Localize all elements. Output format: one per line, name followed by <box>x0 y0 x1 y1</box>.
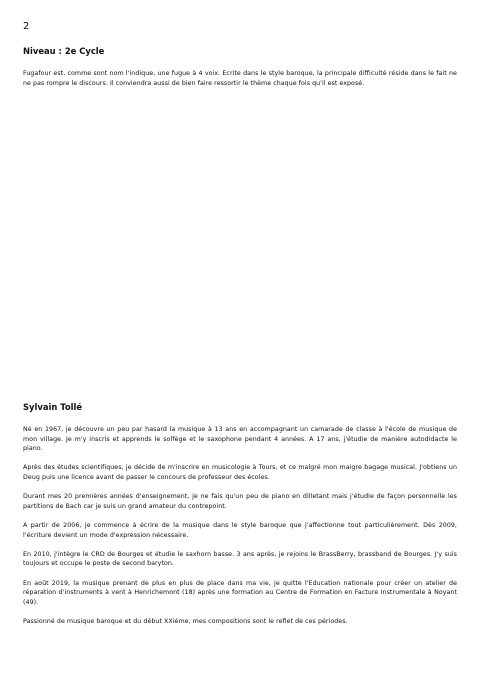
bio-paragraph-2: Après des études scientifiques, je décide de m'inscrire en musicologie à Tours, et ce malgré mon maigre bagage musical. J'obtiens un Deug puis une licence avant de passer le concours de professeur des écoles. <box>23 464 457 481</box>
level-description: Fugafour est, comme sont nom l'indique, une fugue à 4 voix. Ecrite dans le style baroque, la principale difficulté réside dans le fait ne ne pas rompre le discours. Il conviendra aussi de bien faire ressortir le thème chaque fois qu'il est exposé. <box>23 70 457 87</box>
page-number: 2 <box>23 21 30 32</box>
level-heading: Niveau : 2e Cycle <box>23 46 105 56</box>
level-section <box>23 45 457 98</box>
bio-paragraph-1: Né en 1967, je découvre un peu par hasard la musique à 13 ans en accompagnant un camarade de classe à l'école de musique de mon village. Je m'y inscris et apprends le solfège et le saxophone pendant 4 années. A 17 ans, j'étudie de manière autodidacte le piano. <box>23 426 457 453</box>
bio-paragraph-4: A partir de 2006, je commence à écrire de la musique dans le style baroque que j'affectionne tout particulièrement. Dès 2009, l'écriture devient un mode d'expression nécessaire. <box>23 521 457 539</box>
bio-paragraph-3: Durant mes 20 premières années d'enseignement, je ne fais qu'un peu de piano en dilletant mais j'étudie de façon personnelle les partitions de Bach car je suis un grand amateur du contrepoint. <box>23 493 457 510</box>
biography-section <box>23 401 457 636</box>
bio-paragraph-6: En août 2019, la musique prenant de plus en plus de place dans ma vie, je quitte l'Education nationale pour créer un atelier de réparation d'instruments à vent à Henrichemont (18) après une formation au Centre de Formation en Facture Instrumentale à Noyant (49). <box>23 579 457 606</box>
bio-paragraph-7: Passionné de musique baroque et du début XXième, mes compositions sont le reflet de ces périodes. <box>23 617 348 625</box>
bio-paragraph-5: En 2010, j'intègre le CRD de Bourges et étudie le saxhorn basse. 3 ans après, je rejoins le BrassBerry, brassband de Bourges. J'y suis toujours et occupe le poste de second baryton. <box>23 550 457 568</box>
biography-heading: Sylvain Tollé <box>23 402 82 412</box>
